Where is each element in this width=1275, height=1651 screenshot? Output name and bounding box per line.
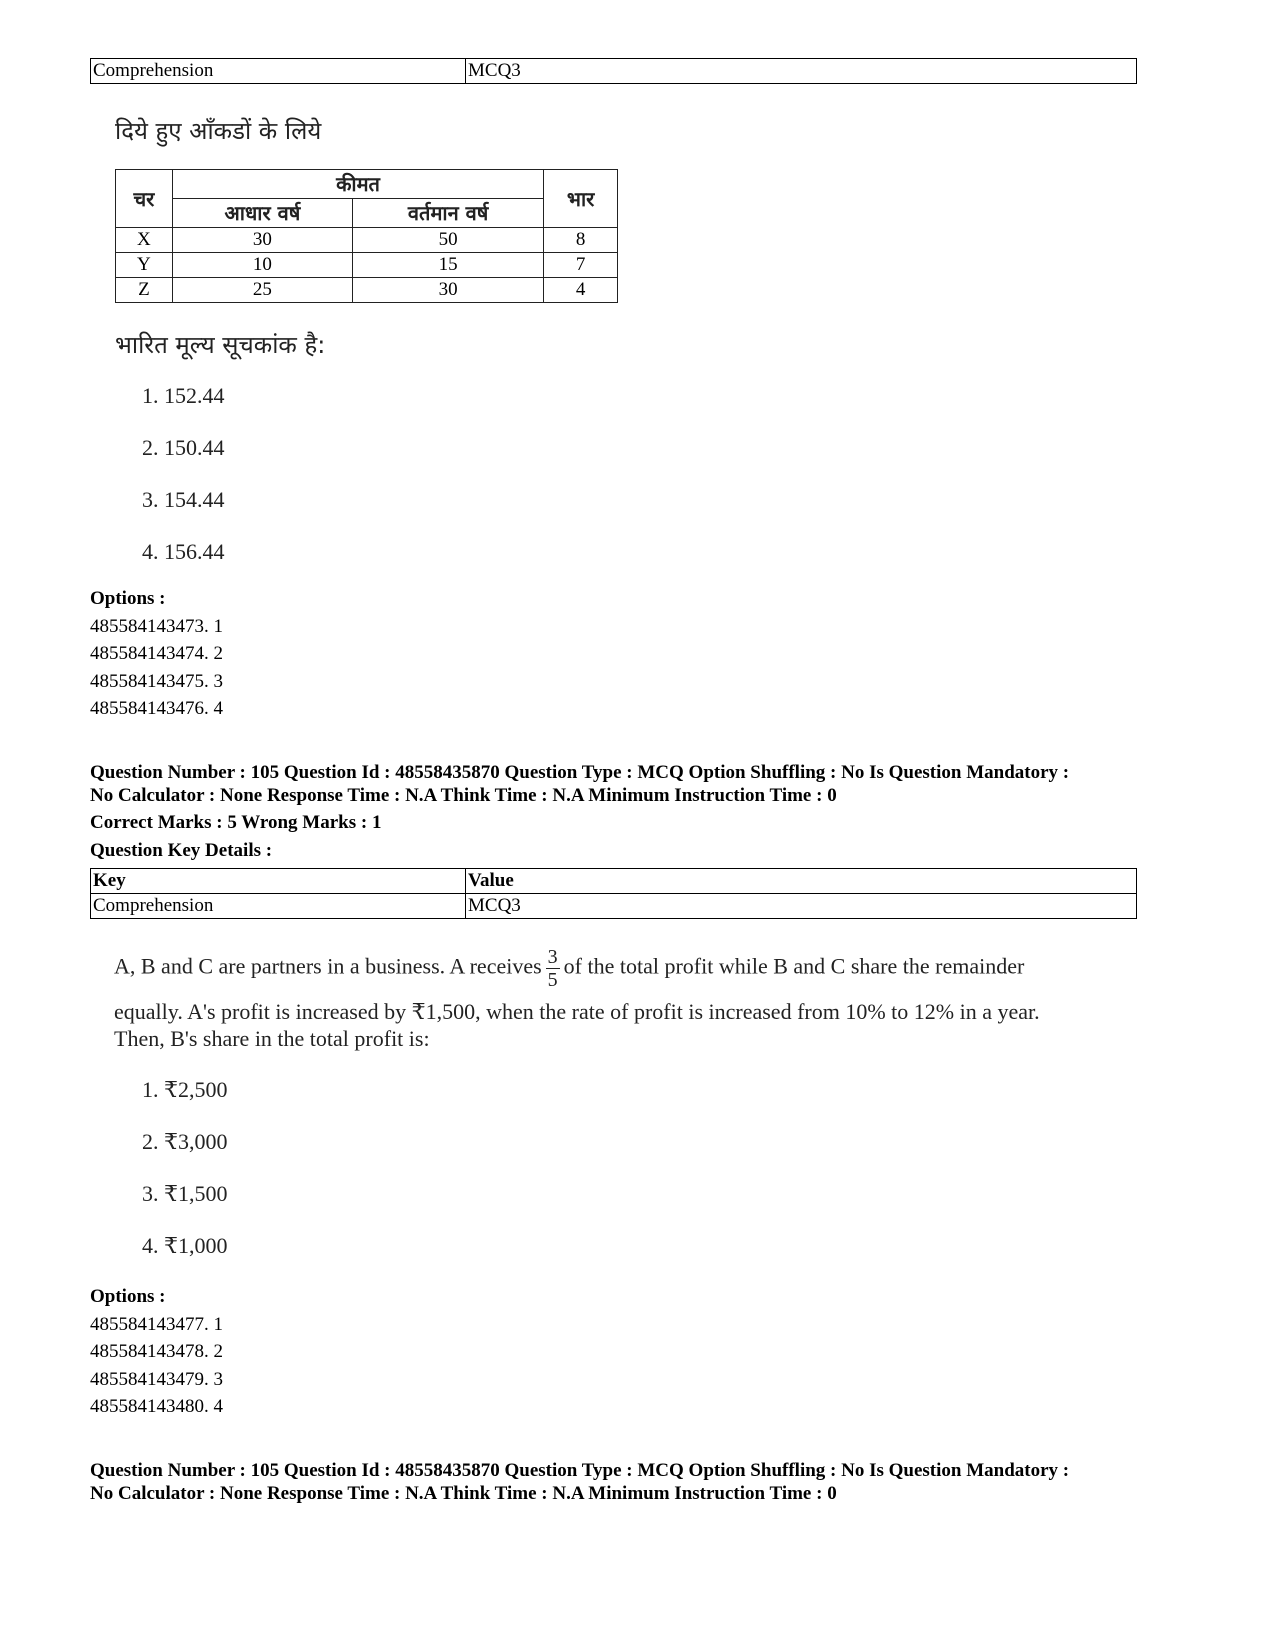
- cell-base: 30: [172, 228, 352, 253]
- options-label: Options :: [90, 588, 166, 609]
- fraction: [546, 946, 560, 991]
- cell-current: 15: [353, 253, 544, 278]
- question-text-line1: [114, 946, 1024, 991]
- cell-weight: 7: [544, 253, 618, 278]
- cell-weight: 4: [544, 278, 618, 303]
- option-id: 485584143480. 4: [90, 1396, 223, 1417]
- option-id: 485584143479. 3: [90, 1369, 223, 1390]
- question-text-line2: equally. A's profit is increased by ₹1,500, when the rate of profit is increased from 10% to 12% in a year.: [114, 999, 1040, 1024]
- value-cell: MCQ3: [466, 59, 1137, 84]
- table-row: [91, 894, 1137, 919]
- table-row: [116, 278, 618, 303]
- key-cell: Comprehension: [91, 59, 466, 84]
- question-meta-line1: Question Number : 105 Question Id : 48558435870 Question Type : MCQ Option Shuffling : No Is Question Mandatory :: [90, 762, 1070, 783]
- choice-item: 1. 152.44: [142, 383, 225, 408]
- cell-current: 50: [353, 228, 544, 253]
- key-cell: Comprehension: [91, 894, 466, 919]
- header-current-year: वर्तमान वर्ष: [353, 199, 544, 228]
- header-value: Value: [466, 869, 1137, 894]
- cell-variable: Z: [116, 278, 173, 303]
- question-meta-line1: Question Number : 105 Question Id : 48558435870 Question Type : MCQ Option Shuffling : No Is Question Mandatory :: [90, 1460, 1070, 1481]
- question-text-line3: Then, B's share in the total profit is:: [114, 1026, 430, 1051]
- question-prompt: भारित मूल्य सूचकांक है:: [115, 331, 326, 359]
- table-row: [91, 59, 1137, 84]
- header-base-year: आधार वर्ष: [172, 199, 352, 228]
- key-details-label: Question Key Details :: [90, 840, 273, 861]
- choice-item: 3. 154.44: [142, 487, 225, 512]
- marks-line: Correct Marks : 5 Wrong Marks : 1: [90, 812, 382, 833]
- choice-item: 2. 150.44: [142, 435, 225, 460]
- header-variable: चर: [116, 170, 173, 228]
- options-label: Options :: [90, 1286, 166, 1307]
- fraction-denominator: 5: [547, 969, 558, 991]
- option-id: 485584143478. 2: [90, 1341, 223, 1362]
- question-text-part2: of the total profit while B and C share the remainder: [563, 953, 1025, 979]
- cell-variable: Y: [116, 253, 173, 278]
- header-weight: भार: [544, 170, 618, 228]
- option-id: 485584143473. 1: [90, 616, 223, 637]
- question-meta-line2: No Calculator : None Response Time : N.A Think Time : N.A Minimum Instruction Time : 0: [90, 785, 837, 806]
- option-id: 485584143475. 3: [90, 671, 223, 692]
- choice-item: 2. ₹3,000: [142, 1129, 228, 1154]
- option-id: 485584143477. 1: [90, 1314, 223, 1335]
- table-header-row: [91, 869, 1137, 894]
- question-intro: दिये हुए आँकडों के लिये: [115, 117, 322, 145]
- question-meta-line2: No Calculator : None Response Time : N.A Think Time : N.A Minimum Instruction Time : 0: [90, 1483, 837, 1504]
- cell-base: 25: [172, 278, 352, 303]
- cell-base: 10: [172, 253, 352, 278]
- question-key-table: [90, 868, 1137, 919]
- table-row: [116, 253, 618, 278]
- top-key-table: [90, 58, 1137, 84]
- table-header-row: [116, 170, 618, 199]
- question-text-part1: A, B and C are partners in a business. A receives: [114, 953, 542, 979]
- choice-item: 4. 156.44: [142, 539, 225, 564]
- option-id: 485584143476. 4: [90, 698, 223, 719]
- cell-current: 30: [353, 278, 544, 303]
- table-header-row: [116, 199, 618, 228]
- cell-variable: X: [116, 228, 173, 253]
- header-price: कीमत: [172, 170, 543, 199]
- header-key: Key: [91, 869, 466, 894]
- choice-item: 4. ₹1,000: [142, 1233, 228, 1258]
- cell-weight: 8: [544, 228, 618, 253]
- fraction-numerator: 3: [547, 946, 558, 968]
- table-row: [116, 228, 618, 253]
- choice-item: 3. ₹1,500: [142, 1181, 228, 1206]
- price-table: [115, 169, 618, 303]
- option-id: 485584143474. 2: [90, 643, 223, 664]
- choice-item: 1. ₹2,500: [142, 1077, 228, 1102]
- value-cell: MCQ3: [466, 894, 1137, 919]
